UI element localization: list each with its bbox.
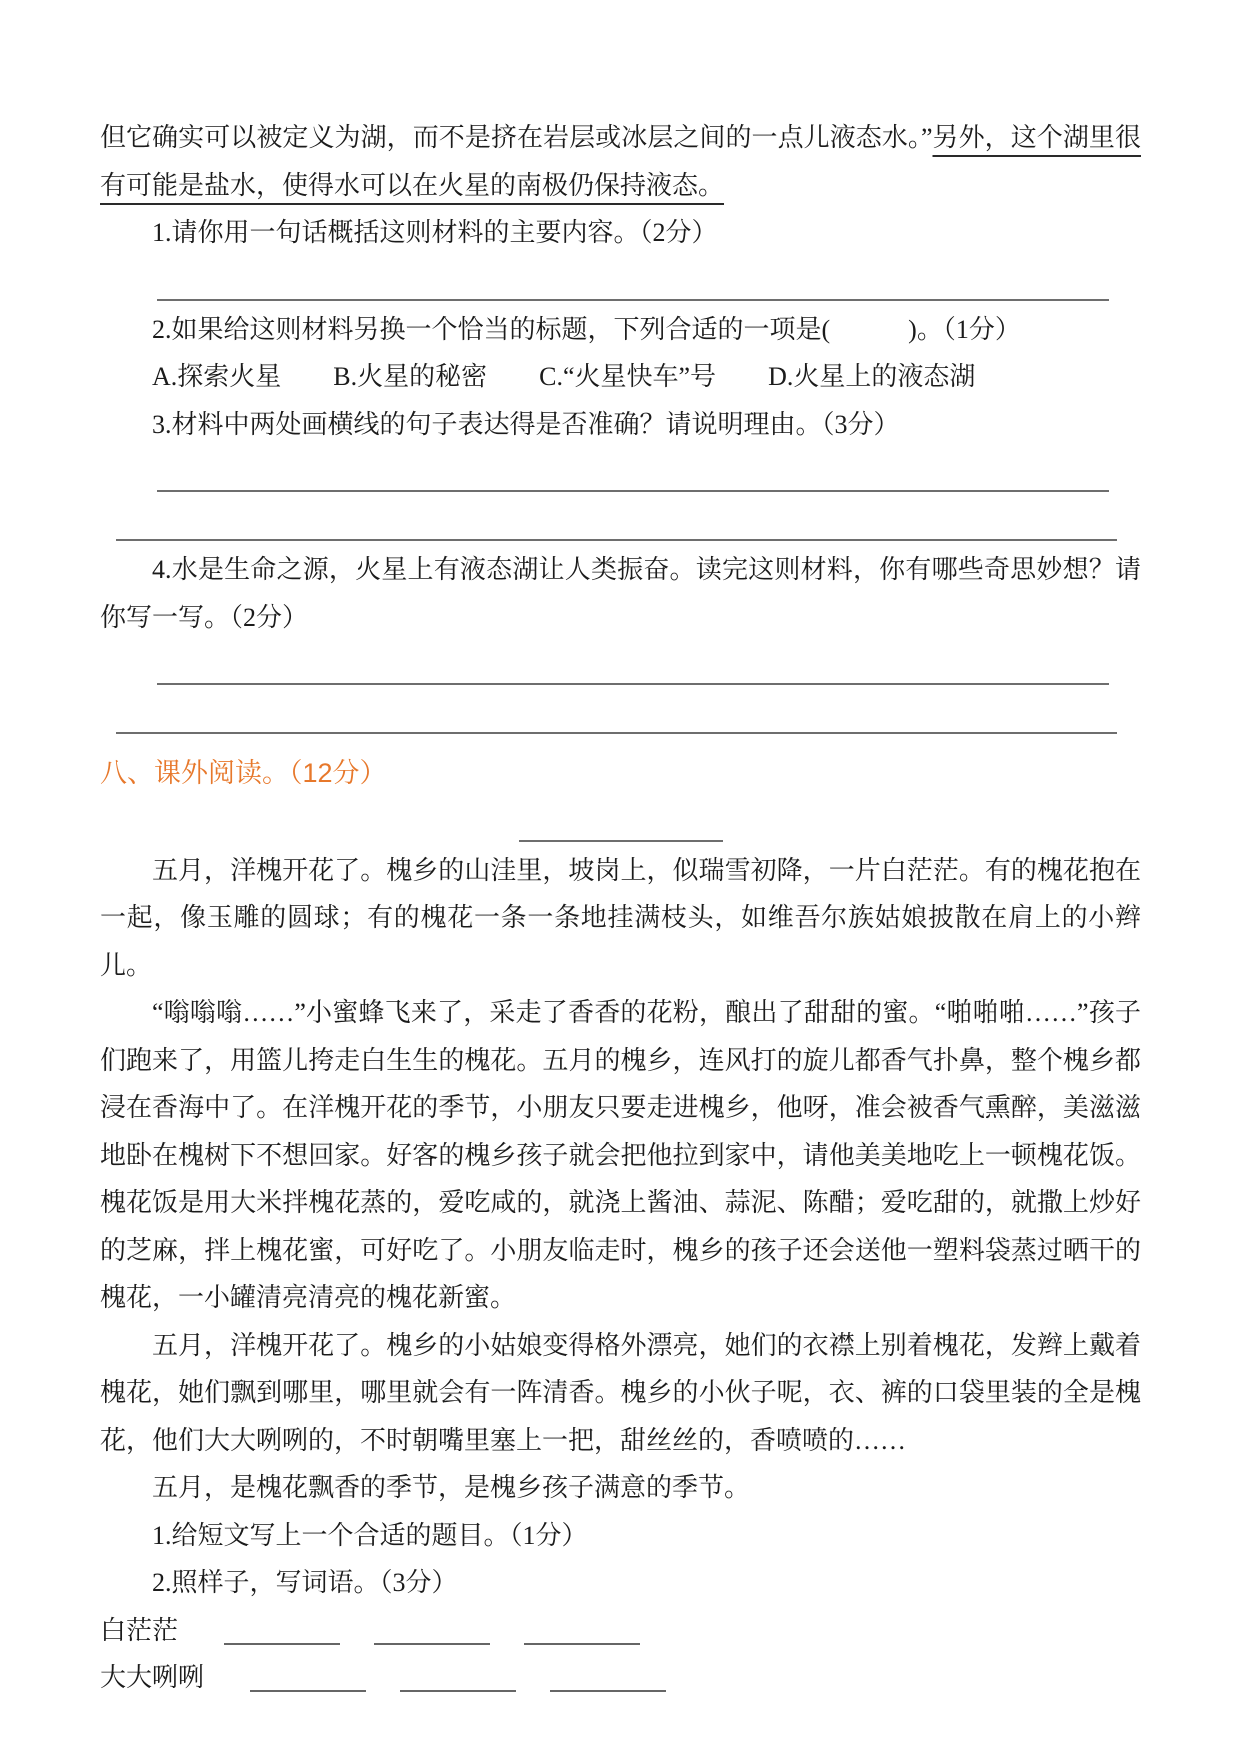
- word-example-row-2: [100, 1654, 1141, 1702]
- word-blank-line: [250, 1660, 366, 1692]
- question-3: 3.材料中两处画横线的句子表达得是否准确？请说明理由。（3分）: [152, 409, 900, 439]
- question-4: 4.水是生命之源，火星上有液态湖让人类振奋。读完这则材料，你有哪些奇思妙想？请你写一写。（2分）: [100, 555, 1141, 632]
- option-c: C.“火星快车”号: [539, 362, 717, 391]
- question-1: 1.请你用一句话概括这则材料的主要内容。（2分）: [152, 218, 718, 247]
- answer-blank-line: [157, 257, 1109, 301]
- option-a: A.探索火星: [152, 362, 282, 391]
- word-blank-line: [524, 1613, 640, 1645]
- passage-paragraph-3: 五月，洋槐开花了。槐乡的小姑娘变得格外漂亮，她们的衣襟上别着槐花，发辫上戴着槐花，她们飘到哪里，哪里就会有一阵清香。槐乡的小伙子呢，衣、裤的口袋里装的全是槐花，他们大大咧咧的，不时朝嘴里塞上一把，甜丝丝的，香喷喷的……: [100, 1330, 1141, 1455]
- title-blank-line: [519, 804, 723, 842]
- word-blank-line: [224, 1613, 340, 1645]
- section-8-heading: 八、课外阅读。（12分）: [100, 758, 387, 788]
- option-d: D.火星上的液态湖: [768, 362, 976, 391]
- question-2: 2.如果给这则材料另换一个恰当的标题，下列合适的一项是( )。（1分）: [152, 314, 1021, 344]
- passage-paragraph-4: 五月，是槐花飘香的季节，是槐乡孩子满意的季节。: [152, 1473, 751, 1502]
- passage-paragraph-1: 五月，洋槐开花了。槐乡的山洼里，坡岗上，似瑞雪初降，一片白茫茫。有的槐花抱在一起，像玉雕的圆球；有的槐花一条一条地挂满枝头，如维吾尔族姑娘披散在肩上的小辫儿。: [100, 855, 1141, 980]
- word-blank-line: [550, 1660, 666, 1692]
- q2-options: [100, 353, 1141, 401]
- answer-blank-line: [116, 497, 1117, 541]
- word-example: 白茫茫: [100, 1615, 179, 1645]
- underlined-sentence: 另外，这个湖里很有可能是盐水，使得水可以在火星的南极仍保持液态。: [100, 123, 1141, 200]
- word-example: 大大咧咧: [100, 1663, 205, 1692]
- sub-question-1: 1.给短文写上一个合适的题目。（1分）: [152, 1520, 588, 1550]
- answer-blank-line: [157, 641, 1109, 685]
- option-b: B.火星的秘密: [333, 362, 488, 391]
- passage-paragraph-2: “嗡嗡嗡……”小蜜蜂飞来了，采走了香香的花粉，酿出了甜甜的蜜。“啪啪啪……”孩子们跑来了，用篮儿挎走白生生的槐花。五月的槐乡，连风打的旋儿都香气扑鼻，整个槐乡都浸在香海中了。在洋槐开花的季节，小朋友只要走进槐乡，他呀，准会被香气熏醉，美滋滋地卧在槐树下不想回家。好客的槐乡孩子就会把他拉到家中，请他美美地吃上一顿槐花饭。槐花饭是用大米拌槐花蒸的，爱吃咸的，就浇上酱油、蒜泥、陈醋；爱吃甜的，就撒上炒好的芝麻，拌上槐花蜜，可好吃了。小朋友临走时，槐乡的孩子还会送他一塑料袋蒸过晒干的槐花，一小罐清亮清亮的槐花新蜜。: [100, 998, 1141, 1312]
- sub-question-2: 2.照样子，写词语。（3分）: [152, 1568, 458, 1597]
- word-example-row-1: [100, 1607, 1141, 1655]
- answer-blank-line: [157, 448, 1109, 492]
- material-text: 但它确实可以被定义为湖，而不是挤在岩层或冰层之间的一点儿液态水。”: [100, 123, 933, 152]
- word-blank-line: [374, 1613, 490, 1645]
- material-paragraph: [100, 114, 1141, 209]
- answer-blank-line: [116, 690, 1117, 734]
- word-blank-line: [400, 1660, 516, 1692]
